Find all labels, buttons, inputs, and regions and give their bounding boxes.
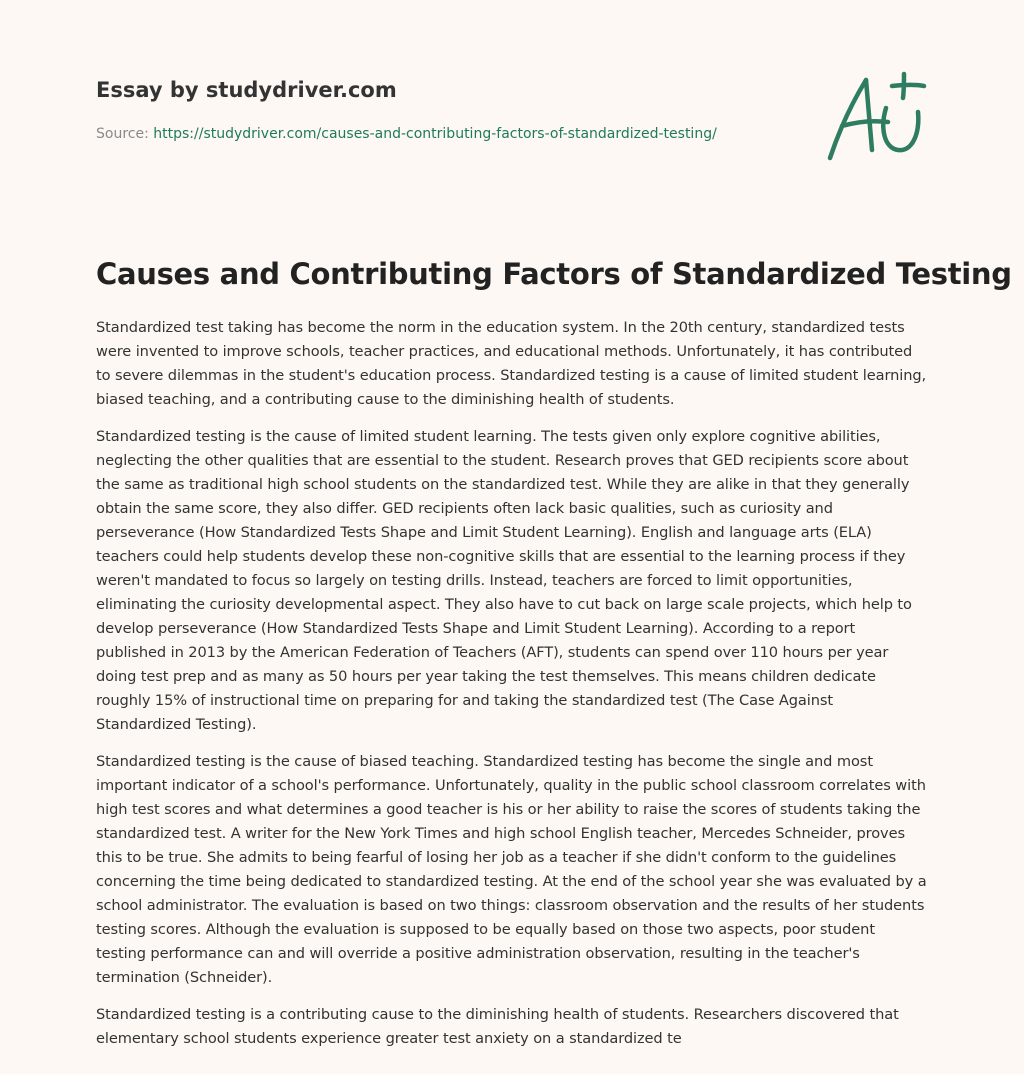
essay-paragraph: Standardized testing is a contributing cause to the diminishing health of students. Researchers discovered that elementary school students experience greater test anxiety on a standardized te [96,1006,899,1047]
essay-paragraph: Standardized testing is the cause of limited student learning. The tests given only explore cognitive abilities, neglecting the other qualities that are essential to the student. Research proves that GED recipients score about the same as traditional high school students on the standardized test. While they are alike in that they generally obtain the same score, they also differ. GED recipients often lack basic qualities, such as curiosity and perseverance (How Standardized Tests Shape and Limit Student Learning). English and language arts (ELA) teachers could help students develop these non-cognitive skills that are essential to the learning process if they weren't mandated to focus so largely on testing drills. Instead, teachers are forced to limit opportunities, eliminating the curiosity developmental aspect. They also have to cut back on large scale projects, which help to develop perseverance (How Standardized Tests Shape and Limit Student Learning). According to a report published in 2013 by the American Federation of Teachers (AFT), students can spend over 110 hours per year doing test prep and as many as 50 hours per year taking the test themselves. This means children dedicate roughly 15% of instructional time on preparing for and taking the standardized test (The Case Against Standardized Testing). [96,428,912,733]
essay-header [96,76,796,144]
essay-paragraph: Standardized testing is the cause of biased teaching. Standardized testing has become the single and most important indicator of a school's performance. Unfortunately, quality in the public school classroom correlates with high test scores and what determines a good teacher is his or her ability to raise the scores of students taking the standardized test. A writer for the New York Times and high school English teacher, Mercedes Schneider, proves this to be true. She admits to being fearful of losing her job as a teacher if she didn't conform to the guidelines concerning the time being dedicated to standardized testing. At the end of the school year she was evaluated by a school administrator. The evaluation is based on two things: classroom observation and the results of her students testing scores. Although the evaluation is supposed to be equally based on those two aspects, poor student testing performance can and will override a positive administration observation, resulting in the teacher's termination (Schneider). [96,753,927,986]
essay-title: Causes and Contributing Factors of Standardized Testing [96,257,1012,291]
source-label: Source: [96,126,149,142]
source-link[interactable]: https://studydriver.com/causes-and-contributing-factors-of-standardized-testing/ [153,126,717,142]
essay-body [96,316,928,1074]
a-plus-icon [822,68,932,164]
source-line [96,124,796,144]
essay-paragraph: Standardized test taking has become the norm in the education system. In the 20th century, standardized tests were invented to improve schools, teacher practices, and educational methods. Unfortunately, it has contributed to severe dilemmas in the student's education process. Standardized testing is a cause of limited student learning, biased teaching, and a contributing cause to the diminishing health of students. [96,319,927,408]
brand-title: Essay by studydriver.com [96,78,397,102]
